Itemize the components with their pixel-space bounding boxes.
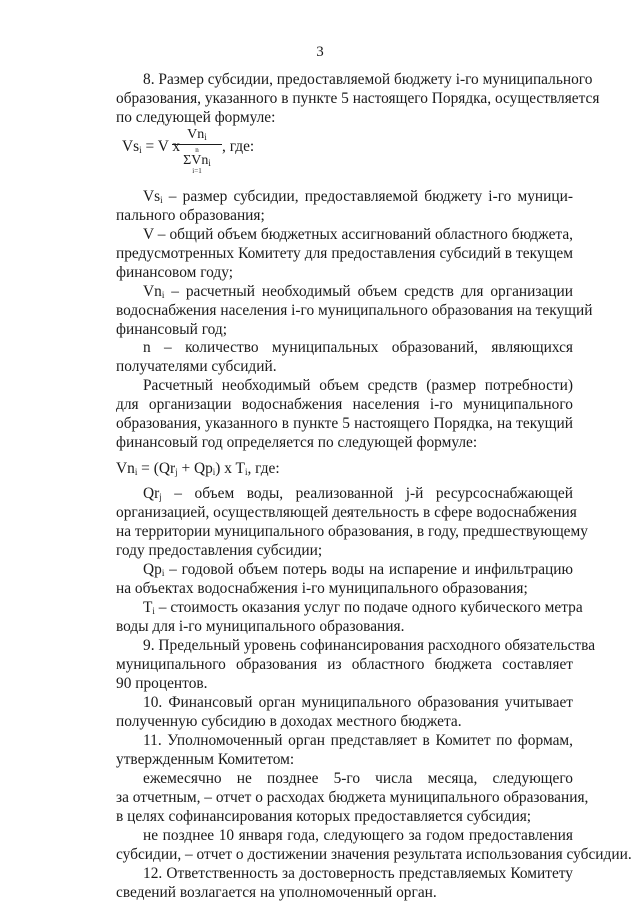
text-line: году предоставления субсидии;	[116, 542, 323, 559]
text-line: $T_i$ – стоимость оказания услуг по подаче одного кубического метра	[143, 599, 583, 616]
text-line: 10. Финансовый орган муниципального образования учитывает	[143, 694, 573, 711]
text-line: 8. Размер субсидии, предоставляемой бюджету i-го муниципального	[143, 71, 593, 88]
sum-upper-limit: n	[195, 146, 199, 154]
text-line: образования, указанного в пункте 5 настоящего Порядка, на текущий	[116, 415, 573, 432]
page-number: 3	[316, 44, 324, 60]
formula1-suffix: , где:	[222, 138, 255, 155]
text-line: 90 процентов.	[116, 675, 208, 692]
text-line: на объектах водоснабжения i-го муниципального образования;	[116, 580, 528, 597]
formula1-fraction	[172, 128, 222, 175]
sum-lower-limit: i=1	[192, 167, 202, 175]
text-line: субсидии, – отчет о достижении значения результата использования субсидии.	[116, 846, 632, 863]
text-line: 9. Предельный уровень софинансирования расходного обязательства	[143, 637, 596, 654]
text-line: финансовый год;	[116, 321, 228, 338]
text-line: за отчетным, – отчет о расходах бюджета муниципального образования,	[116, 789, 589, 806]
text-line: сведений возлагается на уполномоченный орган.	[116, 884, 437, 901]
text-line: по следующей формуле:	[116, 109, 276, 126]
text-line: для организации водоснабжения населения i-го муниципального	[116, 396, 573, 413]
text-line: предусмотренных Комитету для предоставления субсидий в текущем	[116, 245, 573, 262]
text-line: не позднее 10 января года, следующего за годом предоставления	[143, 827, 573, 844]
text-line: пального образования;	[116, 207, 265, 224]
text-line: $Vs_i$ – размер субсидии, предоставляемой бюджету i-го муници-	[143, 188, 573, 205]
formula-required-volume: $Vn_i = (Qr_j + Qp_i)$ x $T_i$, где:	[116, 460, 280, 477]
text-line: организацией, осуществляющей деятельность в сфере водоснабжения	[116, 504, 577, 521]
text-line: n – количество муниципальных образований, являющихся	[143, 339, 573, 356]
text-line: 11. Уполномоченный орган представляет в Комитет по формам,	[143, 732, 573, 749]
text-line: $Qp_i$ – годовой объем потерь воды на испарение и инфильтрацию	[143, 561, 573, 578]
text-line: $Qr_j$ – объем воды, реализованной j-й ресурсоснабжающей	[143, 485, 573, 502]
text-line: $Vn_i$ – расчетный необходимый объем средств для организации	[143, 283, 573, 300]
formula1-lhs: $Vs_i = V$ x	[122, 138, 181, 155]
fraction-bar	[172, 144, 222, 145]
text-line: образования, указанного в пункте 5 настоящего Порядка, осуществляется	[116, 90, 600, 107]
text-line: на территории муниципального образования, в году, предшествующему	[116, 523, 588, 540]
text-line: водоснабжения населения i-го муниципального образования на текущий	[116, 302, 593, 319]
text-line: финансовом году;	[116, 264, 233, 281]
formula1-numerator: $Vn_i$	[187, 127, 207, 142]
text-line: утвержденным Комитетом:	[116, 751, 295, 768]
text-line: полученную субсидию в доходах местного бюджета.	[116, 713, 462, 730]
text-line: финансовый год определяется по следующей формуле:	[116, 434, 478, 451]
text-line: получателями субсидий.	[116, 358, 277, 375]
text-line: муниципального образования из областного бюджета составляет	[116, 656, 573, 673]
text-line: 12. Ответственность за достоверность представляемых Комитету	[143, 865, 573, 882]
text-line: ежемесячно не позднее 5-го числа месяца, следующего	[143, 770, 573, 787]
text-line: V – общий объем бюджетных ассигнований областного бюджета,	[143, 226, 573, 243]
text-line: Расчетный необходимый объем средств (размер потребности)	[143, 377, 573, 394]
text-line: в целях софинансирования которых предоставляется субсидия;	[116, 808, 532, 825]
text-line: воды для i-го муниципального образования.	[116, 618, 405, 635]
formula1-denominator: ΣVn$_i$	[183, 153, 211, 168]
